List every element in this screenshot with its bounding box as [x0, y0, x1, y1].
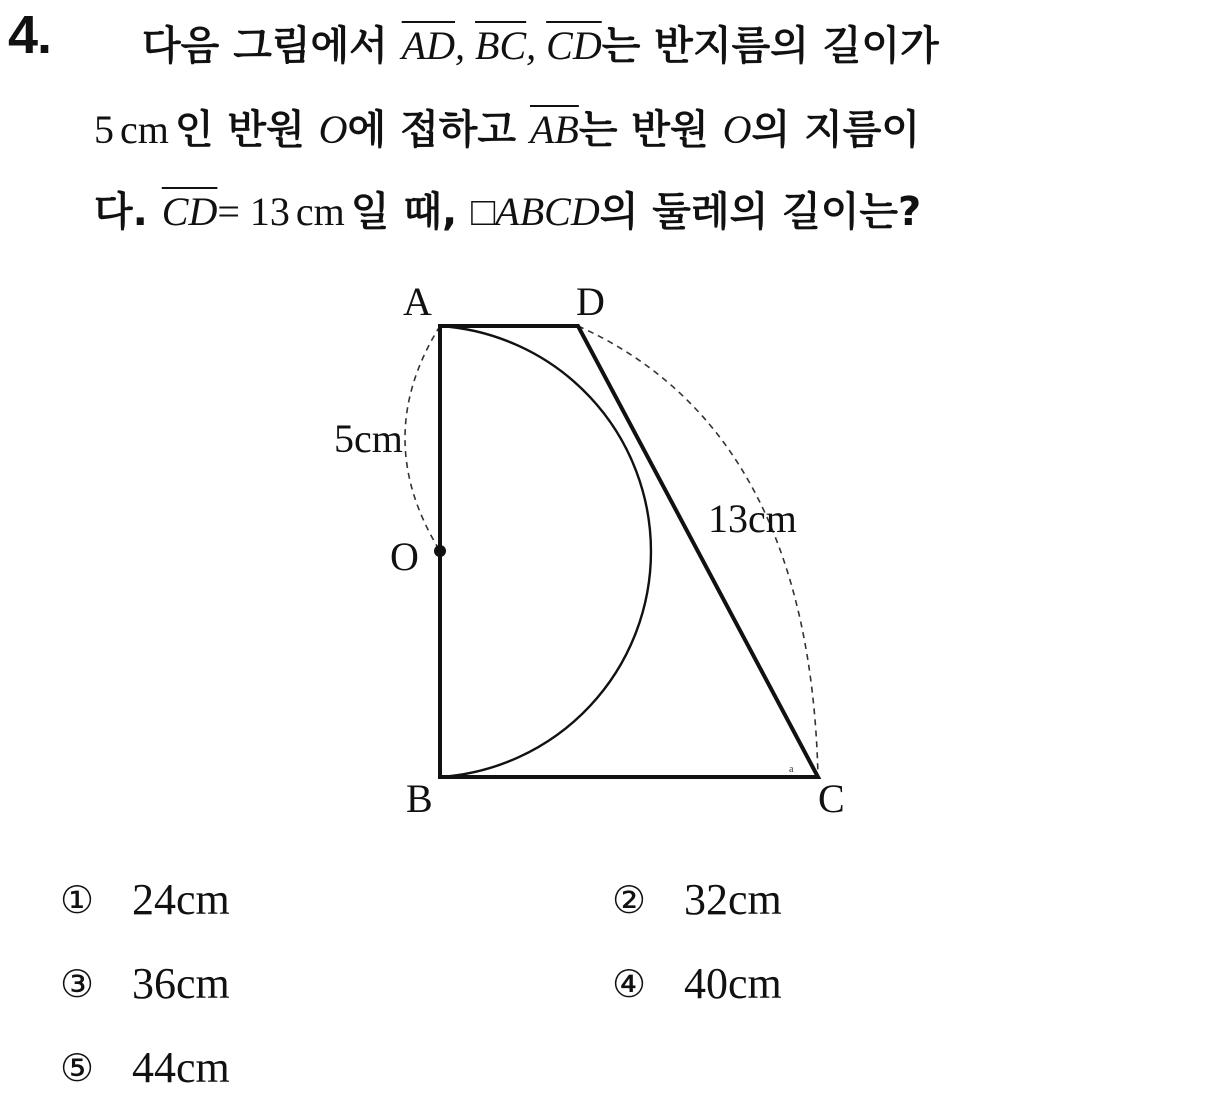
choice-marker: ①: [60, 878, 95, 922]
question-text: 인 반원: [174, 107, 319, 153]
point-o: O: [318, 107, 348, 152]
label-d: D: [576, 279, 605, 324]
label-c: C: [818, 776, 845, 821]
question-text: 다.: [94, 189, 162, 235]
geometry-figure: [300, 270, 900, 830]
question-text: 일 때,: [350, 189, 472, 235]
question-text: 다음 그림에서: [142, 23, 402, 69]
segment-ad: $\overline{AD}$: [401, 23, 456, 68]
choice-2[interactable]: [612, 875, 782, 924]
choice-1[interactable]: [60, 875, 230, 924]
choice-4[interactable]: [612, 959, 782, 1008]
choice-marker: ⑤: [60, 1046, 95, 1090]
choice-marker: ②: [612, 878, 647, 922]
question-number: 4.: [8, 5, 52, 65]
label-a: A: [403, 279, 432, 324]
radius-label: 5cm: [334, 416, 403, 461]
choice-value: 36cm: [132, 959, 230, 1008]
cd-length-label: 13cm: [708, 496, 797, 541]
choice-value: 44cm: [132, 1043, 230, 1092]
length-unit: cm: [295, 189, 345, 234]
radius-value: 5: [94, 107, 114, 152]
choice-5[interactable]: [60, 1043, 230, 1092]
square-symbol: □: [471, 189, 496, 234]
choice-marker: ③: [60, 962, 95, 1006]
segment-cd: $\overline{CD}$: [161, 189, 218, 234]
point-o: O: [722, 107, 752, 152]
segment-cd: $\overline{CD}$: [546, 23, 602, 68]
choice-marker: ④: [612, 962, 647, 1006]
question-line-3: [94, 189, 922, 235]
question-text: 에 접하고: [347, 107, 530, 153]
center-point-o: [434, 545, 446, 557]
radius-unit: cm: [120, 107, 169, 152]
segment-ab: $\overline{AB}$: [529, 107, 579, 152]
quadrilateral-name: ABCD: [495, 189, 600, 234]
choice-value: 24cm: [132, 875, 230, 924]
separator: ,: [526, 23, 547, 68]
quadrilateral-abcd: [440, 326, 818, 777]
question-text: 는 반지름의 길이가: [601, 23, 939, 69]
question-line-1: [142, 23, 939, 69]
question-text: 는 반원: [578, 107, 723, 153]
question-text: 의 둘레의 길이는?: [599, 189, 922, 235]
length-equation: = 13: [217, 189, 290, 234]
radius-dashed-arc: [405, 326, 440, 551]
choice-value: 32cm: [684, 875, 782, 924]
label-b: B: [406, 776, 433, 821]
choice-value: 40cm: [684, 959, 782, 1008]
label-o: O: [390, 534, 419, 579]
choice-3[interactable]: [60, 959, 230, 1008]
angle-mark: a: [789, 764, 794, 775]
question-line-2: [94, 107, 921, 153]
semicircle: [440, 326, 651, 777]
question-text: 의 지름이: [751, 107, 921, 153]
separator: ,: [455, 23, 476, 68]
segment-bc: $\overline{BC}$: [475, 23, 527, 68]
